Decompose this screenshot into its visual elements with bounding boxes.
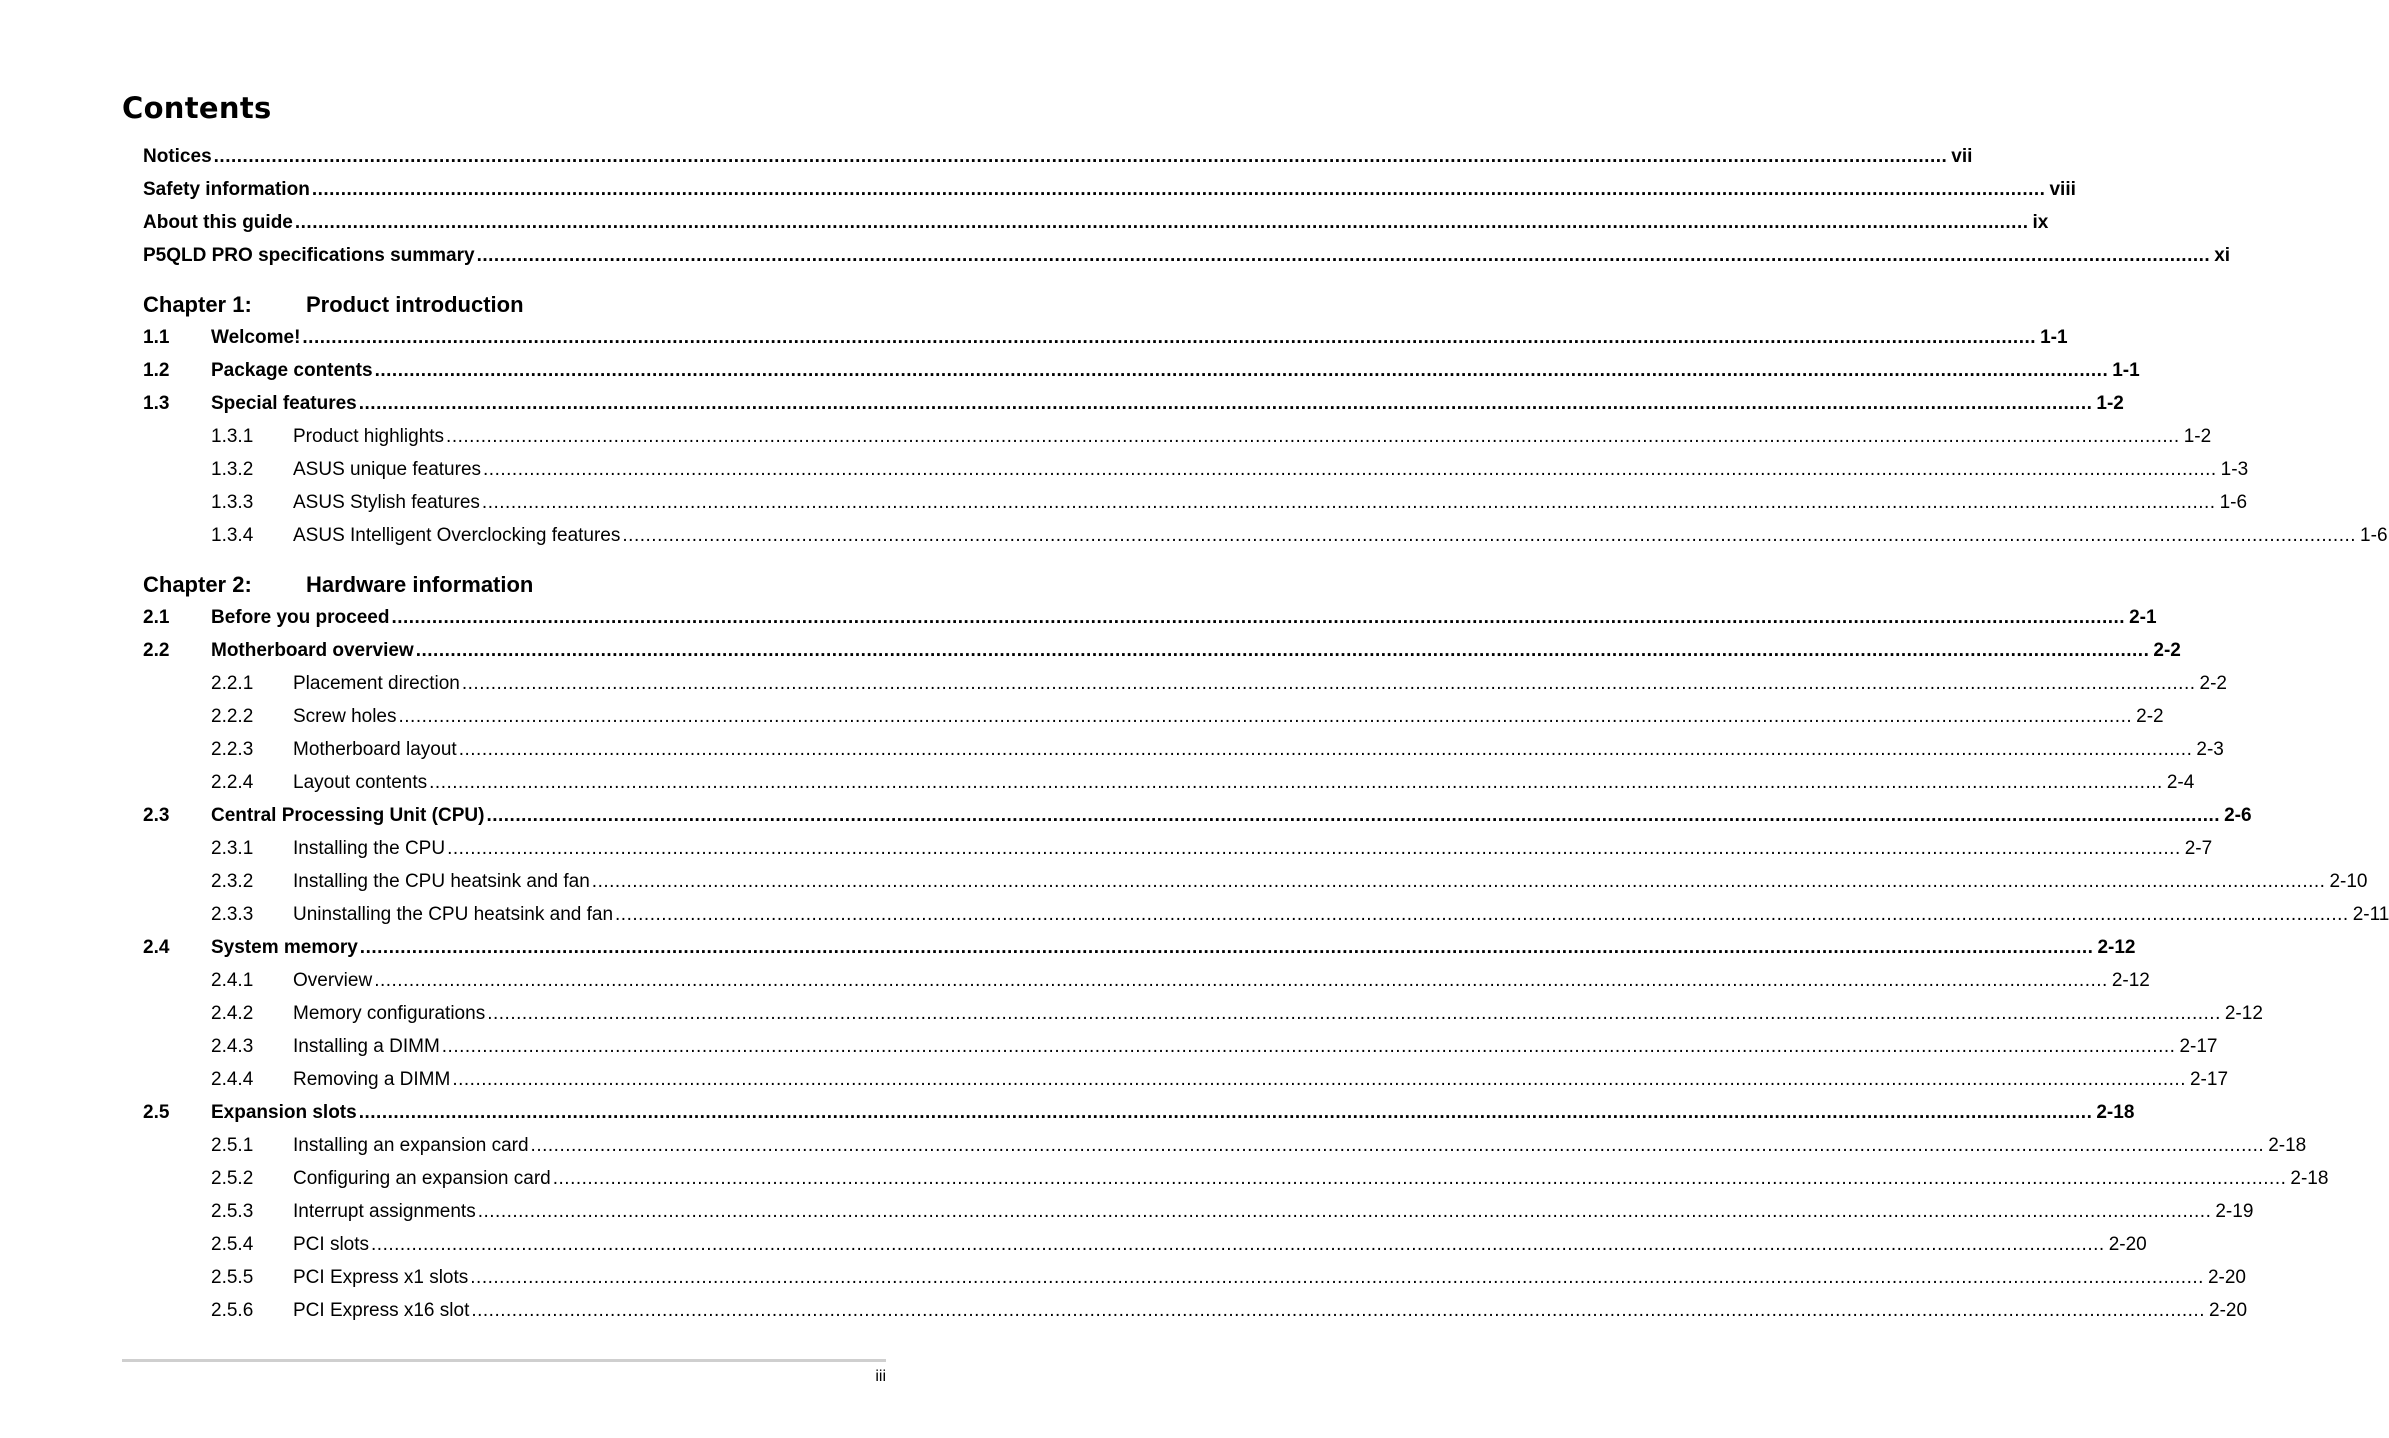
page-ref: 1-3 bbox=[2219, 453, 2248, 486]
section-number: 2.5.4 bbox=[211, 1234, 254, 1255]
dot-leader: ............................................................................................................................................................................................................................................................................................................ bbox=[471, 1300, 2205, 1321]
page-ref: 2-12 bbox=[2110, 964, 2150, 997]
page-ref: 2-19 bbox=[2213, 1195, 2253, 1228]
section-number: 2.2 bbox=[143, 640, 170, 661]
dot-leader: ............................................................................................................................................................................................................................................................................................................ bbox=[452, 1069, 2186, 1090]
chapter-name: Product introduction bbox=[306, 292, 524, 317]
table-of-contents bbox=[143, 140, 2389, 1327]
chapter-label: Chapter 2: bbox=[143, 572, 252, 597]
section-number: 2.4.3 bbox=[211, 1036, 254, 1057]
section-number: 1.3.4 bbox=[211, 525, 254, 546]
dot-leader: ............................................................................................................................................................................................................................................................................................................ bbox=[311, 179, 2046, 200]
entry-title: Interrupt assignments bbox=[293, 1201, 476, 1222]
dot-leader: ............................................................................................................................................................................................................................................................................................................ bbox=[530, 1135, 2265, 1156]
section-number: 2.5.6 bbox=[211, 1300, 254, 1321]
section-number: 1.3 bbox=[143, 393, 170, 414]
section-number: 1.2 bbox=[143, 360, 170, 381]
page-ref: 2-17 bbox=[2188, 1063, 2228, 1096]
chapter-heading[interactable] bbox=[143, 288, 803, 321]
page-ref: 2-20 bbox=[2206, 1261, 2246, 1294]
dot-leader: ............................................................................................................................................................................................................................................................................................................ bbox=[294, 212, 2029, 233]
dot-leader: ............................................................................................................................................................................................................................................................................................................ bbox=[359, 937, 2094, 958]
entry-title: ASUS Intelligent Overclocking features bbox=[293, 525, 621, 546]
section-number: 2.3.2 bbox=[211, 871, 254, 892]
page-ref: 2-20 bbox=[2107, 1228, 2147, 1261]
page-ref: 2-7 bbox=[2183, 832, 2212, 865]
page-ref: 2-20 bbox=[2207, 1294, 2247, 1327]
entry-title: Product highlights bbox=[293, 426, 445, 447]
entry-title: ASUS Stylish features bbox=[293, 492, 480, 513]
dot-leader: ............................................................................................................................................................................................................................................................................................................ bbox=[476, 245, 2211, 266]
entry-title: Motherboard layout bbox=[293, 739, 457, 760]
entry-title: Special features bbox=[211, 393, 357, 414]
dot-leader: ............................................................................................................................................................................................................................................................................................................ bbox=[374, 360, 2109, 381]
dot-leader: ............................................................................................................................................................................................................................................................................................................ bbox=[213, 146, 1948, 167]
page-ref: 2-18 bbox=[2094, 1096, 2134, 1129]
page-ref: 2-1 bbox=[2127, 601, 2156, 634]
toc-section[interactable] bbox=[143, 634, 2181, 667]
entry-title: Uninstalling the CPU heatsink and fan bbox=[293, 904, 614, 925]
entry-title: Memory configurations bbox=[293, 1003, 486, 1024]
entry-title: Layout contents bbox=[293, 772, 428, 793]
page-ref: 1-1 bbox=[2110, 354, 2139, 387]
dot-leader: ............................................................................................................................................................................................................................................................................................................ bbox=[477, 1201, 2212, 1222]
toc-subsection[interactable] bbox=[143, 1030, 2218, 1063]
entry-title: Notices bbox=[143, 146, 212, 167]
entry-title: Safety information bbox=[143, 179, 310, 200]
dot-leader: ............................................................................................................................................................................................................................................................................................................ bbox=[552, 1168, 2287, 1189]
section-number: 1.3.3 bbox=[211, 492, 254, 513]
entry-title: PCI Express x16 slot bbox=[293, 1300, 470, 1321]
page-ref: 2-17 bbox=[2177, 1030, 2217, 1063]
section-number: 1.1 bbox=[143, 327, 170, 348]
dot-leader: ............................................................................................................................................................................................................................................................................................................ bbox=[483, 459, 2217, 480]
toc-section[interactable] bbox=[143, 387, 2124, 420]
toc-subsection[interactable] bbox=[143, 519, 2388, 552]
toc-section[interactable] bbox=[143, 931, 2136, 964]
toc-subsection[interactable] bbox=[143, 700, 2164, 733]
page-ref: 1-1 bbox=[2038, 321, 2067, 354]
toc-subsection[interactable] bbox=[143, 733, 2224, 766]
toc-subsection[interactable] bbox=[143, 1162, 2329, 1195]
dot-leader: ............................................................................................................................................................................................................................................................................................................ bbox=[358, 1102, 2093, 1123]
entry-title: Screw holes bbox=[293, 706, 397, 727]
page-ref: 1-2 bbox=[2182, 420, 2211, 453]
dot-leader: ............................................................................................................................................................................................................................................................................................................ bbox=[441, 1036, 2176, 1057]
toc-subsection[interactable] bbox=[143, 865, 2368, 898]
dot-leader: ............................................................................................................................................................................................................................................................................................................ bbox=[591, 871, 2326, 892]
entry-title: Placement direction bbox=[293, 673, 460, 694]
entry-title: Central Processing Unit (CPU) bbox=[211, 805, 485, 826]
toc-entry[interactable] bbox=[143, 239, 2231, 272]
section-number: 2.5.2 bbox=[211, 1168, 254, 1189]
toc-subsection[interactable] bbox=[143, 832, 2213, 865]
toc-section[interactable] bbox=[143, 601, 2157, 634]
entry-title: Installing an expansion card bbox=[293, 1135, 529, 1156]
entry-title: Expansion slots bbox=[211, 1102, 357, 1123]
page-ref: 1-2 bbox=[2094, 387, 2123, 420]
toc-subsection[interactable] bbox=[143, 1063, 2229, 1096]
section-number: 2.2.4 bbox=[211, 772, 254, 793]
dot-leader: ............................................................................................................................................................................................................................................................................................................ bbox=[615, 904, 2349, 925]
dot-leader: ............................................................................................................................................................................................................................................................................................................ bbox=[358, 393, 2093, 414]
entry-title: P5QLD PRO specifications summary bbox=[143, 245, 475, 266]
page-ref: 1-6 bbox=[2358, 519, 2387, 552]
dot-leader: ............................................................................................................................................................................................................................................................................................................ bbox=[371, 1234, 2105, 1255]
entry-title: Installing the CPU bbox=[293, 838, 446, 859]
toc-section[interactable] bbox=[143, 1096, 2135, 1129]
section-number: 2.1 bbox=[143, 607, 170, 628]
section-number: 2.5.5 bbox=[211, 1267, 254, 1288]
dot-leader: ............................................................................................................................................................................................................................................................................................................ bbox=[398, 706, 2133, 727]
dot-leader: ............................................................................................................................................................................................................................................................................................................ bbox=[486, 805, 2221, 826]
page-ref: 2-3 bbox=[2194, 733, 2223, 766]
section-number: 2.2.1 bbox=[211, 673, 254, 694]
page-ref: 2-12 bbox=[2223, 997, 2263, 1030]
entry-title: PCI Express x1 slots bbox=[293, 1267, 469, 1288]
entry-title: Installing a DIMM bbox=[293, 1036, 440, 1057]
section-number: 1.3.1 bbox=[211, 426, 254, 447]
section-number: 2.4.1 bbox=[211, 970, 254, 991]
dot-leader: ............................................................................................................................................................................................................................................................................................................ bbox=[415, 640, 2150, 661]
footer-divider bbox=[122, 1359, 886, 1362]
toc-subsection[interactable] bbox=[143, 667, 2227, 700]
dot-leader: ............................................................................................................................................................................................................................................................................................................ bbox=[622, 525, 2357, 546]
toc-subsection[interactable] bbox=[143, 766, 2195, 799]
section-number: 2.4.4 bbox=[211, 1069, 254, 1090]
section-number: 1.3.2 bbox=[211, 459, 254, 480]
page-ref: 2-2 bbox=[2134, 700, 2163, 733]
page-ref: 2-18 bbox=[2266, 1129, 2306, 1162]
toc-subsection[interactable] bbox=[143, 964, 2150, 997]
entry-title: Removing a DIMM bbox=[293, 1069, 451, 1090]
dot-leader: ............................................................................................................................................................................................................................................................................................................ bbox=[391, 607, 2126, 628]
entry-title: Installing the CPU heatsink and fan bbox=[293, 871, 590, 892]
section-number: 2.3.3 bbox=[211, 904, 254, 925]
toc-subsection[interactable] bbox=[143, 1261, 2246, 1294]
page-title: Contents bbox=[122, 91, 272, 125]
dot-leader: ............................................................................................................................................................................................................................................................................................................ bbox=[446, 426, 2180, 447]
section-number: 2.3 bbox=[143, 805, 170, 826]
page-ref: viii bbox=[2047, 173, 2075, 206]
section-number: 2.2.3 bbox=[211, 739, 254, 760]
entry-title: Before you proceed bbox=[211, 607, 390, 628]
page-ref: xi bbox=[2212, 239, 2230, 272]
entry-title: About this guide bbox=[143, 212, 293, 233]
dot-leader: ............................................................................................................................................................................................................................................................................................................ bbox=[447, 838, 2181, 859]
toc-subsection[interactable] bbox=[143, 997, 2263, 1030]
dot-leader: ............................................................................................................................................................................................................................................................................................................ bbox=[481, 492, 2216, 513]
page-ref: vii bbox=[1949, 140, 1972, 173]
section-number: 2.4 bbox=[143, 937, 170, 958]
dot-leader: ............................................................................................................................................................................................................................................................................................................ bbox=[458, 739, 2193, 760]
toc-subsection[interactable] bbox=[143, 420, 2212, 453]
page-ref: 2-4 bbox=[2165, 766, 2194, 799]
toc-subsection[interactable] bbox=[143, 1228, 2147, 1261]
toc-subsection[interactable] bbox=[143, 1195, 2254, 1228]
section-number: 2.5 bbox=[143, 1102, 170, 1123]
toc-section[interactable] bbox=[143, 799, 2252, 832]
entry-title: System memory bbox=[211, 937, 358, 958]
page-ref: 2-12 bbox=[2095, 931, 2135, 964]
toc-section[interactable] bbox=[143, 354, 2140, 387]
toc-subsection[interactable] bbox=[143, 1129, 2307, 1162]
toc-subsection[interactable] bbox=[143, 486, 2248, 519]
entry-title: ASUS unique features bbox=[293, 459, 482, 480]
entry-title: Configuring an expansion card bbox=[293, 1168, 551, 1189]
page-ref: 2-11 bbox=[2351, 898, 2389, 931]
dot-leader: ............................................................................................................................................................................................................................................................................................................ bbox=[429, 772, 2163, 793]
page-ref: 2-6 bbox=[2222, 799, 2251, 832]
toc-section[interactable] bbox=[143, 321, 2068, 354]
dot-leader: ............................................................................................................................................................................................................................................................................................................ bbox=[302, 327, 2037, 348]
entry-title: Overview bbox=[293, 970, 373, 991]
toc-subsection[interactable] bbox=[143, 898, 2389, 931]
toc-subsection[interactable] bbox=[143, 453, 2249, 486]
page-ref: 1-6 bbox=[2218, 486, 2247, 519]
page-ref: ix bbox=[2031, 206, 2049, 239]
dot-leader: ............................................................................................................................................................................................................................................................................................................ bbox=[470, 1267, 2204, 1288]
entry-title: PCI slots bbox=[293, 1234, 370, 1255]
section-number: 2.4.2 bbox=[211, 1003, 254, 1024]
page-ref: 2-2 bbox=[2198, 667, 2227, 700]
page-ref: 2-2 bbox=[2151, 634, 2180, 667]
dot-leader: ............................................................................................................................................................................................................................................................................................................ bbox=[374, 970, 2108, 991]
section-number: 2.5.3 bbox=[211, 1201, 254, 1222]
chapter-label: Chapter 1: bbox=[143, 292, 252, 317]
toc-entry[interactable] bbox=[143, 173, 2076, 206]
dot-leader: ............................................................................................................................................................................................................................................................................................................ bbox=[461, 673, 2196, 694]
page-ref: 2-10 bbox=[2327, 865, 2367, 898]
chapter-name: Hardware information bbox=[306, 572, 534, 597]
entry-title: Welcome! bbox=[211, 327, 301, 348]
section-number: 2.5.1 bbox=[211, 1135, 254, 1156]
section-number: 2.3.1 bbox=[211, 838, 254, 859]
entry-title: Package contents bbox=[211, 360, 373, 381]
chapter-heading[interactable] bbox=[143, 568, 803, 601]
toc-entry[interactable] bbox=[143, 140, 1973, 173]
page-ref: 2-18 bbox=[2288, 1162, 2328, 1195]
entry-title: Motherboard overview bbox=[211, 640, 414, 661]
page-number: iii bbox=[875, 1368, 886, 1385]
section-number: 2.2.2 bbox=[211, 706, 254, 727]
toc-entry[interactable] bbox=[143, 206, 2049, 239]
dot-leader: ............................................................................................................................................................................................................................................................................................................ bbox=[487, 1003, 2221, 1024]
toc-subsection[interactable] bbox=[143, 1294, 2248, 1327]
